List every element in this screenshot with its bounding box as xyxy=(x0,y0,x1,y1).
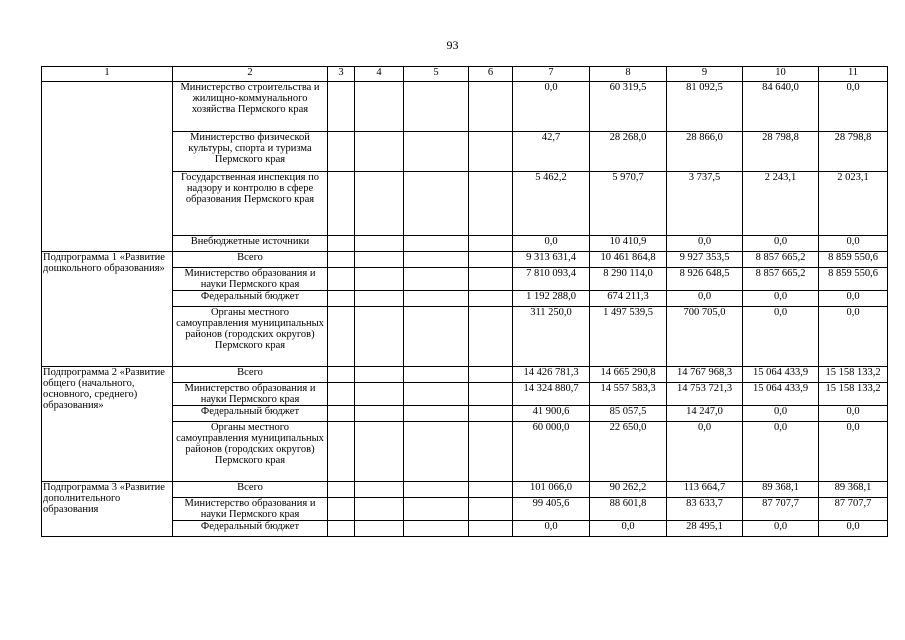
empty-cell xyxy=(355,307,404,367)
value-cell-v10: 28 798,8 xyxy=(743,132,819,172)
empty-cell xyxy=(469,132,513,172)
value-cell-v10: 15 064 433,9 xyxy=(743,383,819,406)
value-cell-v9: 28 495,1 xyxy=(667,521,743,537)
empty-cell xyxy=(355,383,404,406)
table-row xyxy=(42,252,888,268)
value-cell-v7: 0,0 xyxy=(513,236,590,252)
value-cell-v10: 0,0 xyxy=(743,236,819,252)
empty-cell xyxy=(328,406,355,422)
value-cell-v9: 14 247,0 xyxy=(667,406,743,422)
value-cell-v10: 0,0 xyxy=(743,422,819,482)
value-cell-v7: 311 250,0 xyxy=(513,307,590,367)
value-cell-v7: 0,0 xyxy=(513,82,590,132)
column-header: 5 xyxy=(404,67,469,82)
value-cell-v11: 0,0 xyxy=(819,307,888,367)
empty-cell xyxy=(469,422,513,482)
empty-cell xyxy=(469,307,513,367)
organization-cell: Всего xyxy=(173,367,328,383)
empty-cell xyxy=(404,291,469,307)
value-cell-v9: 700 705,0 xyxy=(667,307,743,367)
value-cell-v8: 5 970,7 xyxy=(590,172,667,236)
table-row xyxy=(42,482,888,498)
column-header: 3 xyxy=(328,67,355,82)
budget-table xyxy=(41,66,888,537)
empty-cell xyxy=(328,422,355,482)
column-header: 2 xyxy=(173,67,328,82)
empty-cell xyxy=(404,132,469,172)
value-cell-v10: 0,0 xyxy=(743,307,819,367)
empty-cell xyxy=(404,367,469,383)
empty-cell xyxy=(355,252,404,268)
empty-cell xyxy=(469,482,513,498)
organization-cell: Министерство образования и науки Пермского края xyxy=(173,498,328,521)
empty-cell xyxy=(404,268,469,291)
value-cell-v7: 1 192 288,0 xyxy=(513,291,590,307)
value-cell-v8: 10 461 864,8 xyxy=(590,252,667,268)
value-cell-v8: 60 319,5 xyxy=(590,82,667,132)
empty-cell xyxy=(404,172,469,236)
value-cell-v10: 2 243,1 xyxy=(743,172,819,236)
organization-cell: Органы местного самоуправления муниципальных районов (городских округов) Пермского края xyxy=(173,422,328,482)
value-cell-v11: 0,0 xyxy=(819,291,888,307)
empty-cell xyxy=(328,291,355,307)
empty-cell xyxy=(404,498,469,521)
empty-cell xyxy=(404,406,469,422)
organization-cell: Федеральный бюджет xyxy=(173,406,328,422)
empty-cell xyxy=(404,521,469,537)
value-cell-v11: 0,0 xyxy=(819,82,888,132)
empty-cell xyxy=(469,236,513,252)
value-cell-v11: 0,0 xyxy=(819,422,888,482)
value-cell-v9: 9 927 353,5 xyxy=(667,252,743,268)
value-cell-v8: 8 290 114,0 xyxy=(590,268,667,291)
program-name-cell: Подпрограмма 1 «Развитие дошкольного образования» xyxy=(42,252,173,367)
empty-cell xyxy=(404,422,469,482)
value-cell-v8: 674 211,3 xyxy=(590,291,667,307)
value-cell-v8: 0,0 xyxy=(590,521,667,537)
empty-cell xyxy=(355,132,404,172)
value-cell-v8: 85 057,5 xyxy=(590,406,667,422)
value-cell-v7: 99 405,6 xyxy=(513,498,590,521)
value-cell-v11: 2 023,1 xyxy=(819,172,888,236)
column-header: 10 xyxy=(743,67,819,82)
value-cell-v8: 14 557 583,3 xyxy=(590,383,667,406)
column-header: 4 xyxy=(355,67,404,82)
value-cell-v8: 22 650,0 xyxy=(590,422,667,482)
value-cell-v8: 1 497 539,5 xyxy=(590,307,667,367)
value-cell-v7: 7 810 093,4 xyxy=(513,268,590,291)
value-cell-v9: 8 926 648,5 xyxy=(667,268,743,291)
value-cell-v9: 3 737,5 xyxy=(667,172,743,236)
value-cell-v10: 0,0 xyxy=(743,406,819,422)
empty-cell xyxy=(404,383,469,406)
organization-cell: Министерство образования и науки Пермского края xyxy=(173,383,328,406)
empty-cell xyxy=(328,521,355,537)
organization-cell: Федеральный бюджет xyxy=(173,291,328,307)
page-number: 93 xyxy=(446,38,459,52)
empty-cell xyxy=(469,521,513,537)
organization-cell: Министерство строительства и жилищно-коммунального хозяйства Пермского края xyxy=(173,82,328,132)
empty-cell xyxy=(469,268,513,291)
table-body xyxy=(42,82,888,537)
organization-cell: Внебюджетные источники xyxy=(173,236,328,252)
header-row xyxy=(42,67,888,82)
organization-cell: Органы местного самоуправления муниципальных районов (городских округов) Пермского края xyxy=(173,307,328,367)
value-cell-v10: 8 857 665,2 xyxy=(743,268,819,291)
organization-cell: Всего xyxy=(173,252,328,268)
empty-cell xyxy=(469,383,513,406)
program-name-cell xyxy=(42,82,173,252)
empty-cell xyxy=(469,291,513,307)
value-cell-v7: 14 426 781,3 xyxy=(513,367,590,383)
value-cell-v7: 60 000,0 xyxy=(513,422,590,482)
empty-cell xyxy=(328,252,355,268)
value-cell-v9: 14 753 721,3 xyxy=(667,383,743,406)
organization-cell: Министерство физической культуры, спорта и туризма Пермского края xyxy=(173,132,328,172)
value-cell-v11: 0,0 xyxy=(819,521,888,537)
empty-cell xyxy=(355,482,404,498)
value-cell-v7: 101 066,0 xyxy=(513,482,590,498)
organization-cell: Федеральный бюджет xyxy=(173,521,328,537)
table-row xyxy=(42,367,888,383)
empty-cell xyxy=(404,252,469,268)
empty-cell xyxy=(328,236,355,252)
empty-cell xyxy=(355,406,404,422)
value-cell-v11: 15 158 133,2 xyxy=(819,383,888,406)
column-header: 1 xyxy=(42,67,173,82)
value-cell-v9: 0,0 xyxy=(667,291,743,307)
table-row xyxy=(42,82,888,132)
value-cell-v10: 0,0 xyxy=(743,291,819,307)
empty-cell xyxy=(355,367,404,383)
value-cell-v9: 83 633,7 xyxy=(667,498,743,521)
empty-cell xyxy=(469,252,513,268)
value-cell-v7: 14 324 880,7 xyxy=(513,383,590,406)
value-cell-v11: 28 798,8 xyxy=(819,132,888,172)
value-cell-v10: 84 640,0 xyxy=(743,82,819,132)
empty-cell xyxy=(328,482,355,498)
empty-cell xyxy=(469,82,513,132)
empty-cell xyxy=(355,422,404,482)
empty-cell xyxy=(469,367,513,383)
value-cell-v9: 113 664,7 xyxy=(667,482,743,498)
value-cell-v9: 14 767 968,3 xyxy=(667,367,743,383)
organization-cell: Государственная инспекция по надзору и контролю в сфере образования Пермского края xyxy=(173,172,328,236)
value-cell-v10: 87 707,7 xyxy=(743,498,819,521)
empty-cell xyxy=(355,291,404,307)
empty-cell xyxy=(328,307,355,367)
empty-cell xyxy=(328,383,355,406)
value-cell-v8: 88 601,8 xyxy=(590,498,667,521)
value-cell-v9: 28 866,0 xyxy=(667,132,743,172)
value-cell-v9: 0,0 xyxy=(667,236,743,252)
empty-cell xyxy=(355,172,404,236)
value-cell-v10: 8 857 665,2 xyxy=(743,252,819,268)
empty-cell xyxy=(404,236,469,252)
value-cell-v11: 8 859 550,6 xyxy=(819,252,888,268)
value-cell-v8: 14 665 290,8 xyxy=(590,367,667,383)
column-header: 7 xyxy=(513,67,590,82)
empty-cell xyxy=(355,268,404,291)
column-header: 11 xyxy=(819,67,888,82)
column-header: 9 xyxy=(667,67,743,82)
value-cell-v8: 10 410,9 xyxy=(590,236,667,252)
value-cell-v10: 89 368,1 xyxy=(743,482,819,498)
value-cell-v9: 0,0 xyxy=(667,422,743,482)
value-cell-v7: 0,0 xyxy=(513,521,590,537)
empty-cell xyxy=(355,82,404,132)
value-cell-v7: 5 462,2 xyxy=(513,172,590,236)
organization-cell: Министерство образования и науки Пермского края xyxy=(173,268,328,291)
column-header: 8 xyxy=(590,67,667,82)
empty-cell xyxy=(355,236,404,252)
empty-cell xyxy=(328,498,355,521)
value-cell-v11: 0,0 xyxy=(819,236,888,252)
value-cell-v7: 42,7 xyxy=(513,132,590,172)
value-cell-v11: 0,0 xyxy=(819,406,888,422)
organization-cell: Всего xyxy=(173,482,328,498)
empty-cell xyxy=(355,498,404,521)
program-name-cell: Подпрограмма 3 «Развитие дополнительного образования xyxy=(42,482,173,537)
value-cell-v7: 9 313 631,4 xyxy=(513,252,590,268)
value-cell-v7: 41 900,6 xyxy=(513,406,590,422)
empty-cell xyxy=(404,482,469,498)
empty-cell xyxy=(355,521,404,537)
value-cell-v11: 8 859 550,6 xyxy=(819,268,888,291)
value-cell-v11: 15 158 133,2 xyxy=(819,367,888,383)
column-header: 6 xyxy=(469,67,513,82)
value-cell-v11: 89 368,1 xyxy=(819,482,888,498)
empty-cell xyxy=(328,367,355,383)
empty-cell xyxy=(404,307,469,367)
empty-cell xyxy=(328,82,355,132)
value-cell-v10: 0,0 xyxy=(743,521,819,537)
empty-cell xyxy=(469,172,513,236)
empty-cell xyxy=(469,406,513,422)
value-cell-v9: 81 092,5 xyxy=(667,82,743,132)
value-cell-v8: 90 262,2 xyxy=(590,482,667,498)
empty-cell xyxy=(328,172,355,236)
value-cell-v10: 15 064 433,9 xyxy=(743,367,819,383)
program-name-cell: Подпрограмма 2 «Развитие общего (начального, основного, среднего) образования» xyxy=(42,367,173,482)
value-cell-v11: 87 707,7 xyxy=(819,498,888,521)
empty-cell xyxy=(469,498,513,521)
value-cell-v8: 28 268,0 xyxy=(590,132,667,172)
empty-cell xyxy=(328,268,355,291)
empty-cell xyxy=(404,82,469,132)
empty-cell xyxy=(328,132,355,172)
